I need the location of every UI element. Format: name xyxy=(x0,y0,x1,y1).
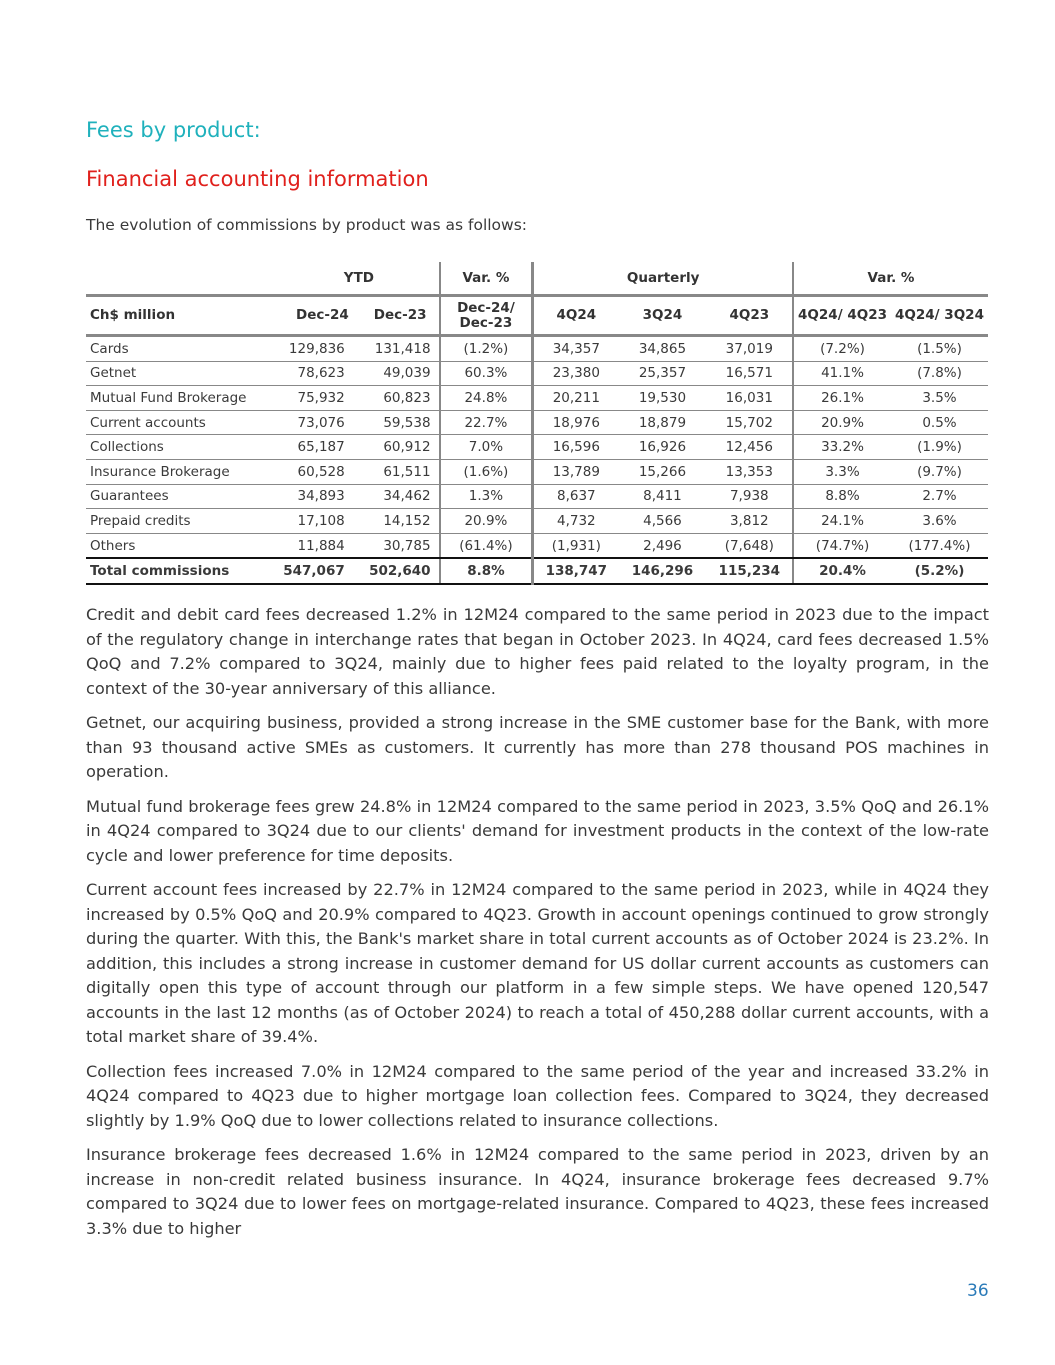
table-row xyxy=(86,386,988,411)
table-cell: 502,640 xyxy=(353,558,440,584)
table-cell: 20.9% xyxy=(440,509,533,534)
table-cell: 131,418 xyxy=(353,336,440,362)
table-cell: 15,266 xyxy=(618,459,706,484)
group-header-var2: Var. % xyxy=(793,262,988,296)
table-cell: (1.9%) xyxy=(891,435,988,460)
table-cell: 73,076 xyxy=(279,410,353,435)
table-cell: 13,789 xyxy=(533,459,619,484)
total-row xyxy=(86,558,988,584)
table-cell: 30,785 xyxy=(353,533,440,558)
table-cell: 34,462 xyxy=(353,484,440,509)
table-cell: 115,234 xyxy=(707,558,793,584)
intro-text: The evolution of commissions by product was as follows: xyxy=(86,216,528,234)
table-cell: 12,456 xyxy=(707,435,793,460)
column-header: Dec-23 xyxy=(353,296,440,336)
table-cell: 138,747 xyxy=(533,558,619,584)
table-row xyxy=(86,336,988,362)
fees-table xyxy=(86,262,988,585)
table-cell: 129,836 xyxy=(279,336,353,362)
table-cell: (177.4%) xyxy=(891,533,988,558)
table-cell: 16,571 xyxy=(707,361,793,386)
table-cell: 65,187 xyxy=(279,435,353,460)
column-header: 4Q24 xyxy=(533,296,619,336)
table-row xyxy=(86,533,988,558)
table-cell: 20.9% xyxy=(793,410,891,435)
table-row xyxy=(86,435,988,460)
page-number: 36 xyxy=(967,1281,989,1301)
group-header-var1: Var. % xyxy=(440,262,533,296)
table-cell: 4,732 xyxy=(533,509,619,534)
row-label: Insurance Brokerage xyxy=(86,459,279,484)
table-cell: 60.3% xyxy=(440,361,533,386)
table-cell: (9.7%) xyxy=(891,459,988,484)
table-cell: 59,538 xyxy=(353,410,440,435)
table-cell: 37,019 xyxy=(707,336,793,362)
table-row xyxy=(86,459,988,484)
table-cell: 34,893 xyxy=(279,484,353,509)
table-cell: 3.5% xyxy=(891,386,988,411)
column-header: Ch$ million xyxy=(86,296,279,336)
table-cell: 60,823 xyxy=(353,386,440,411)
paragraph: Mutual fund brokerage fees grew 24.8% in 12M24 compared to the same period in 2023, 3.5% QoQ and 26.1% in 4Q24 compared to 3Q24 due to our clients' demand for investment products in the context of the low-rate cycle and lower preference for time deposits. xyxy=(86,796,989,865)
table-cell: 16,596 xyxy=(533,435,619,460)
row-label: Total commissions xyxy=(86,558,279,584)
table-cell: (1.2%) xyxy=(440,336,533,362)
paragraph: Collection fees increased 7.0% in 12M24 compared to the same period of the year and increased 33.2% in 4Q24 compared to 4Q23 due to higher mortgage loan collection fees. Compared to 3Q24, they decreased slightly by 1.9% QoQ due to lower collections related to insurance collections. xyxy=(86,1061,989,1130)
subtitle: Financial accounting information xyxy=(86,167,429,191)
table-cell: 24.8% xyxy=(440,386,533,411)
group-header-row xyxy=(86,262,988,296)
table-cell: 18,879 xyxy=(618,410,706,435)
table-cell: 34,865 xyxy=(618,336,706,362)
table-cell: 1.3% xyxy=(440,484,533,509)
table-cell: 14,152 xyxy=(353,509,440,534)
table-cell: (1.5%) xyxy=(891,336,988,362)
table-cell: 75,932 xyxy=(279,386,353,411)
table-cell: (7.2%) xyxy=(793,336,891,362)
table-cell: 13,353 xyxy=(707,459,793,484)
row-label: Prepaid credits xyxy=(86,509,279,534)
table-cell: (61.4%) xyxy=(440,533,533,558)
table-cell: 20,211 xyxy=(533,386,619,411)
group-header-quarterly: Quarterly xyxy=(533,262,793,296)
section-title: Fees by product: xyxy=(86,118,261,142)
row-label: Others xyxy=(86,533,279,558)
table-cell: 33.2% xyxy=(793,435,891,460)
table-cell: 23,380 xyxy=(533,361,619,386)
table-row xyxy=(86,509,988,534)
table-cell: 20.4% xyxy=(793,558,891,584)
row-label: Current accounts xyxy=(86,410,279,435)
row-label: Guarantees xyxy=(86,484,279,509)
table-cell: 49,039 xyxy=(353,361,440,386)
column-header: 4Q24/ 4Q23 xyxy=(793,296,891,336)
table-cell: 3,812 xyxy=(707,509,793,534)
table-cell: 61,511 xyxy=(353,459,440,484)
column-header-row xyxy=(86,296,988,336)
table-cell: 2,496 xyxy=(618,533,706,558)
table-cell: 3.6% xyxy=(891,509,988,534)
table-cell: 34,357 xyxy=(533,336,619,362)
table-cell: 7,938 xyxy=(707,484,793,509)
column-header: Dec-24 xyxy=(279,296,353,336)
table-cell: 2.7% xyxy=(891,484,988,509)
table-cell: 26.1% xyxy=(793,386,891,411)
column-header: 3Q24 xyxy=(618,296,706,336)
row-label: Getnet xyxy=(86,361,279,386)
table-row xyxy=(86,410,988,435)
table-cell: 78,623 xyxy=(279,361,353,386)
table-cell: 7.0% xyxy=(440,435,533,460)
table-cell: 0.5% xyxy=(891,410,988,435)
table-cell: 8,411 xyxy=(618,484,706,509)
table-cell: 22.7% xyxy=(440,410,533,435)
table-cell: (7.8%) xyxy=(891,361,988,386)
table-cell: 11,884 xyxy=(279,533,353,558)
table-cell: 60,912 xyxy=(353,435,440,460)
table-cell: 16,926 xyxy=(618,435,706,460)
table-cell: 18,976 xyxy=(533,410,619,435)
table-row xyxy=(86,361,988,386)
paragraph: Insurance brokerage fees decreased 1.6% in 12M24 compared to the same period in 2023, driven by an increase in non-credit related business insurance. In 4Q24, insurance brokerage fees decreased 9.7% compared to 3Q24 due to lower fees on mortgage-related insurance. Compared to 4Q23, these fees increased 3.3% due to higher xyxy=(86,1145,989,1238)
table-cell: 547,067 xyxy=(279,558,353,584)
paragraph: Getnet, our acquiring business, provided a strong increase in the SME customer base for the Bank, with more than 93 thousand active SMEs as customers. It currently has more than 278 thousand POS machines in operation. xyxy=(86,713,989,781)
column-header: Dec-24/ Dec-23 xyxy=(440,296,533,336)
table-cell: (1,931) xyxy=(533,533,619,558)
table-cell: 24.1% xyxy=(793,509,891,534)
table-cell: (7,648) xyxy=(707,533,793,558)
paragraph: Current account fees increased by 22.7% in 12M24 compared to the same period in 2023, while in 4Q24 they increased by 0.5% QoQ and 20.9% compared to 4Q23. Growth in account openings continued to grow strongly during the quarter. With this, the Bank's market share in total current accounts as of October 2024 is 23.2%. In addition, this includes a strong increase in customer demand for US dollar current accounts as customers can digitally open this type of account through our platform in a few simple steps. We have opened 120,547 accounts in the last 12 months (as of October 2024) to reach a total of 450,288 dollar current accounts, with a total market share of 39.4%. xyxy=(86,880,989,1046)
group-header-ytd: YTD xyxy=(279,262,439,296)
paragraph: Credit and debit card fees decreased 1.2% in 12M24 compared to the same period in 2023 due to the impact of the regulatory change in interchange rates that began in October 2023. In 4Q24, card fees decreased 1.5% QoQ and 7.2% compared to 3Q24, mainly due to higher fees paid related to the loyalty program, in the context of the 30-year anniversary of this alliance. xyxy=(86,605,989,698)
row-label: Mutual Fund Brokerage xyxy=(86,386,279,411)
column-header: 4Q24/ 3Q24 xyxy=(891,296,988,336)
table-cell: (74.7%) xyxy=(793,533,891,558)
table-cell: 60,528 xyxy=(279,459,353,484)
table-cell: 17,108 xyxy=(279,509,353,534)
row-label: Collections xyxy=(86,435,279,460)
table-cell: 19,530 xyxy=(618,386,706,411)
table-cell: 3.3% xyxy=(793,459,891,484)
table-cell: 15,702 xyxy=(707,410,793,435)
table-cell: 8,637 xyxy=(533,484,619,509)
table-cell: 8.8% xyxy=(440,558,533,584)
table-cell: 8.8% xyxy=(793,484,891,509)
table-cell: 41.1% xyxy=(793,361,891,386)
table-cell: 16,031 xyxy=(707,386,793,411)
row-label: Cards xyxy=(86,336,279,362)
table-cell: 4,566 xyxy=(618,509,706,534)
table-cell: (1.6%) xyxy=(440,459,533,484)
table-cell: 146,296 xyxy=(618,558,706,584)
column-header: 4Q23 xyxy=(707,296,793,336)
body-text xyxy=(86,603,989,1251)
table-cell: (5.2%) xyxy=(891,558,988,584)
table-row xyxy=(86,484,988,509)
table-cell: 25,357 xyxy=(618,361,706,386)
